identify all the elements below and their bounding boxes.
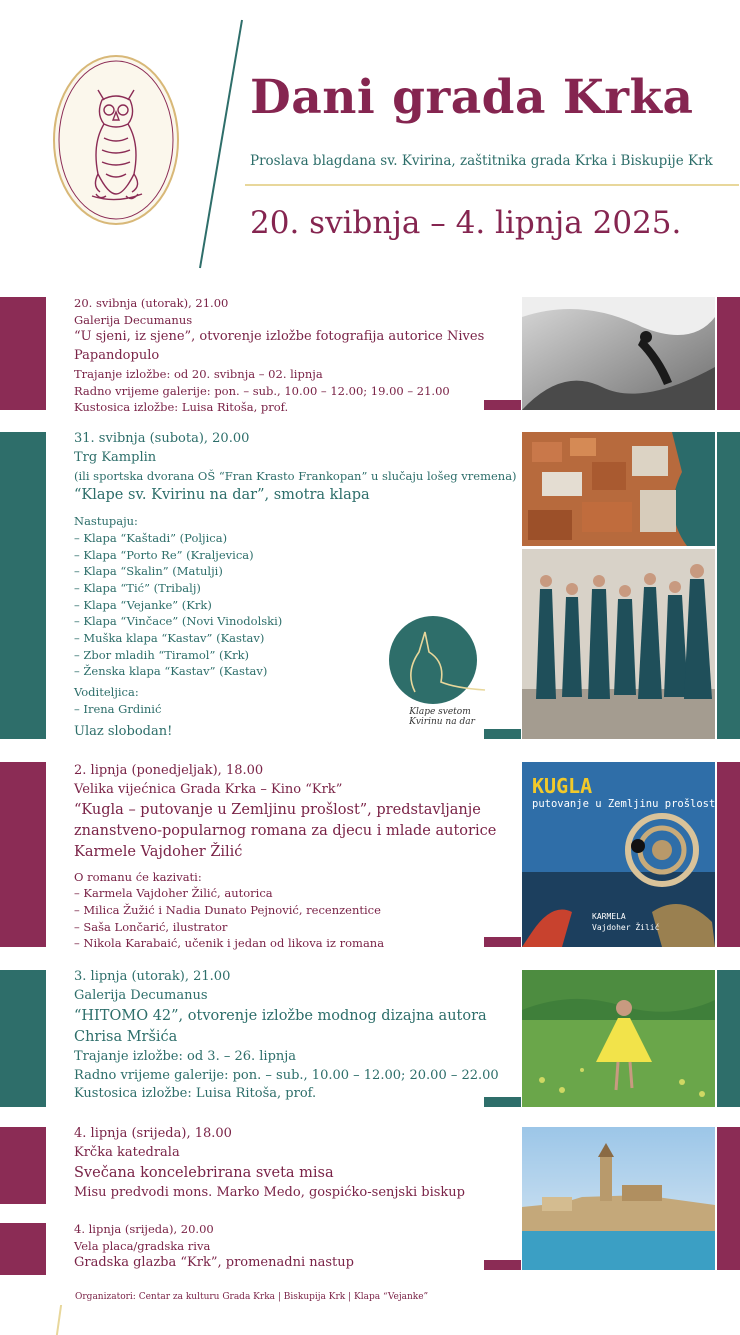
emblem-text-2: Kvirinu na dar [409, 717, 475, 727]
event-1-photo [522, 297, 715, 410]
page-subtitle: Proslava blagdana sv. Kvirina, zaštitnika grada Krka i Biskupije Krk [250, 153, 713, 169]
event-2-choir-photo [522, 549, 715, 739]
event-3-book-cover [522, 762, 715, 947]
event-4-date: 3. lipnja (utorak), 21.00 [74, 969, 231, 984]
performer-item: – Klapa “Kaštadi” (Poljica) [74, 531, 228, 546]
event-5-text [74, 1125, 465, 1203]
event-4-venue: Galerija Decumanus [74, 987, 208, 1003]
event-4-right-bar [717, 970, 740, 1107]
event-3-text [74, 762, 496, 952]
event-3-date: 2. lipnja (ponedjeljak), 18.00 [74, 763, 264, 778]
event-2-date: 31. svibnja (subota), 20.00 [74, 431, 250, 446]
event-5-date: 4. lipnja (srijeda), 18.00 [74, 1126, 232, 1141]
event-3-left-bar [0, 762, 46, 947]
event-4-photo [522, 970, 715, 1107]
footer-organizers: Organizatori: Centar za kulturu Grada Krka | Biskupija Krk | Klapa “Vejanke” [75, 1292, 429, 1302]
event-1-title-line-2: Papandopulo [74, 348, 160, 364]
speakers-label: O romanu će kazivati: [74, 869, 202, 884]
event-1-accent-bar [484, 400, 521, 410]
event-6-left-bar [0, 1223, 46, 1275]
speaker-item: – Saša Lončarić, ilustrator [74, 919, 228, 934]
event-5-title: Svečana koncelebrirana sveta misa [74, 1164, 334, 1181]
event-5-accent-bar [484, 1260, 521, 1270]
event-3-right-bar [717, 762, 740, 947]
event-1-left-bar [0, 297, 46, 410]
event-5-left-bar [0, 1127, 46, 1204]
event-6-text [74, 1221, 354, 1273]
event-1-right-bar [717, 297, 740, 410]
event-3-title-line-2: znanstveno-popularnog romana za djecu i mlade autorice [74, 822, 497, 839]
event-5-right-bar [717, 1127, 740, 1270]
event-2-text [74, 430, 517, 742]
event-4-text [74, 968, 499, 1104]
performer-item: – Klapa “Skalin” (Matulji) [74, 564, 223, 579]
book-title: KUGLA [532, 774, 593, 798]
book-author-1: KARMELA [592, 912, 626, 921]
speaker-item: – Karmela Vajdoher Žilić, autorica [74, 886, 273, 901]
footer-divider [56, 1305, 62, 1335]
entry-note: Ulaz slobodan! [74, 724, 173, 740]
event-5-venue: Krčka katedrala [74, 1144, 180, 1160]
event-5-detail: Misu predvodi mons. Marko Medo, gospićko-senjski biskup [74, 1184, 465, 1200]
performer-item: – Zbor mladih “Tiramol” (Krk) [74, 647, 250, 662]
event-1-text [74, 295, 484, 416]
event-3-title-line-1: “Kugla – putovanje u Zemljinu prošlost”, predstavljanje [74, 801, 481, 818]
owl-logo-icon [52, 54, 180, 226]
performer-item: – Klapa “Vinčace” (Novi Vinodolski) [74, 614, 283, 629]
book-subtitle: putovanje u Zemljinu prošlost [532, 798, 715, 810]
speaker-item: – Nikola Karabaić, učenik i jedan od likova iz romana [74, 936, 385, 951]
event-5-photo [522, 1127, 715, 1270]
event-4-hours: Radno vrijeme galerije: pon. – sub., 10.00 – 12.00; 20.00 – 22.00 [74, 1067, 499, 1083]
event-1-duration: Trajanje izložbe: od 20. svibnja – 02. lipnja [74, 367, 323, 382]
event-1-hours: Radno vrijeme galerije: pon. – sub., 10.00 – 12.00; 19.00 – 21.00 [74, 383, 450, 398]
performer-item: – Ženska klapa “Kastav” (Kastav) [74, 664, 268, 679]
event-2-right-bar [717, 432, 740, 739]
emblem-text-1: Klape svetom [409, 707, 471, 717]
event-6-venue: Vela placa/gradska riva [74, 1238, 211, 1253]
performer-item: – Klapa “Vejanke” (Krk) [74, 597, 212, 612]
event-1-date: 20. svibnja (utorak), 21.00 [74, 296, 229, 310]
event-1-curator: Kustosica izložbe: Luisa Ritoša, prof. [74, 400, 289, 415]
event-4-left-bar [0, 970, 46, 1107]
festival-dates: 20. svibnja – 4. lipnja 2025. [250, 205, 682, 241]
event-4-curator: Kustosica izložbe: Luisa Ritoša, prof. [74, 1086, 317, 1102]
performer-item: – Klapa “Porto Re” (Kraljevica) [74, 547, 254, 562]
event-4-title-line-2: Chrisa Mršića [74, 1028, 178, 1045]
host-name: – Irena Grdinić [74, 701, 162, 716]
book-author-2: Vajdoher Žilić [592, 923, 660, 932]
event-4-title-line-1: “HITOMO 42”, otvorenje izložbe modnog dizajna autora [74, 1007, 487, 1024]
performer-item: – Muška klapa “Kastav” (Kastav) [74, 631, 265, 646]
event-2-venue: Trg Kamplin [74, 449, 157, 465]
event-6-date: 4. lipnja (srijeda), 20.00 [74, 1222, 214, 1236]
speaker-item: – Milica Žužić i Nadia Dunato Pejnović, recenzentice [74, 903, 381, 918]
page-title: Dani grada Krka [250, 70, 694, 125]
event-2-aerial-photo [522, 432, 715, 546]
event-2-title: “Klape sv. Kvirinu na dar”, smotra klapa [74, 487, 370, 504]
event-1-venue: Galerija Decumanus [74, 312, 193, 327]
header-rule [245, 184, 739, 186]
event-3-title-line-3: Karmele Vajdoher Žilić [74, 843, 243, 860]
performer-item: – Klapa “Tić” (Tribalj) [74, 581, 201, 596]
event-6-title: Gradska glazba “Krk”, promenadni nastup [74, 1255, 354, 1271]
event-2-alt-venue: (ili sportska dvorana OŠ “Fran Krasto Frankopan” u slučaju lošeg vremena) [74, 468, 517, 483]
event-4-duration: Trajanje izložbe: od 3. – 26. lipnja [74, 1048, 297, 1064]
host-label: Voditeljica: [74, 685, 139, 700]
event-1-title-line-1: “U sjeni, iz sjene”, otvorenje izložbe fotografija autorice Nives [74, 329, 485, 345]
event-2-left-bar [0, 432, 46, 739]
performers-label: Nastupaju: [74, 514, 138, 529]
event-3-venue: Velika vijećnica Grada Krka – Kino “Krk” [74, 781, 343, 797]
